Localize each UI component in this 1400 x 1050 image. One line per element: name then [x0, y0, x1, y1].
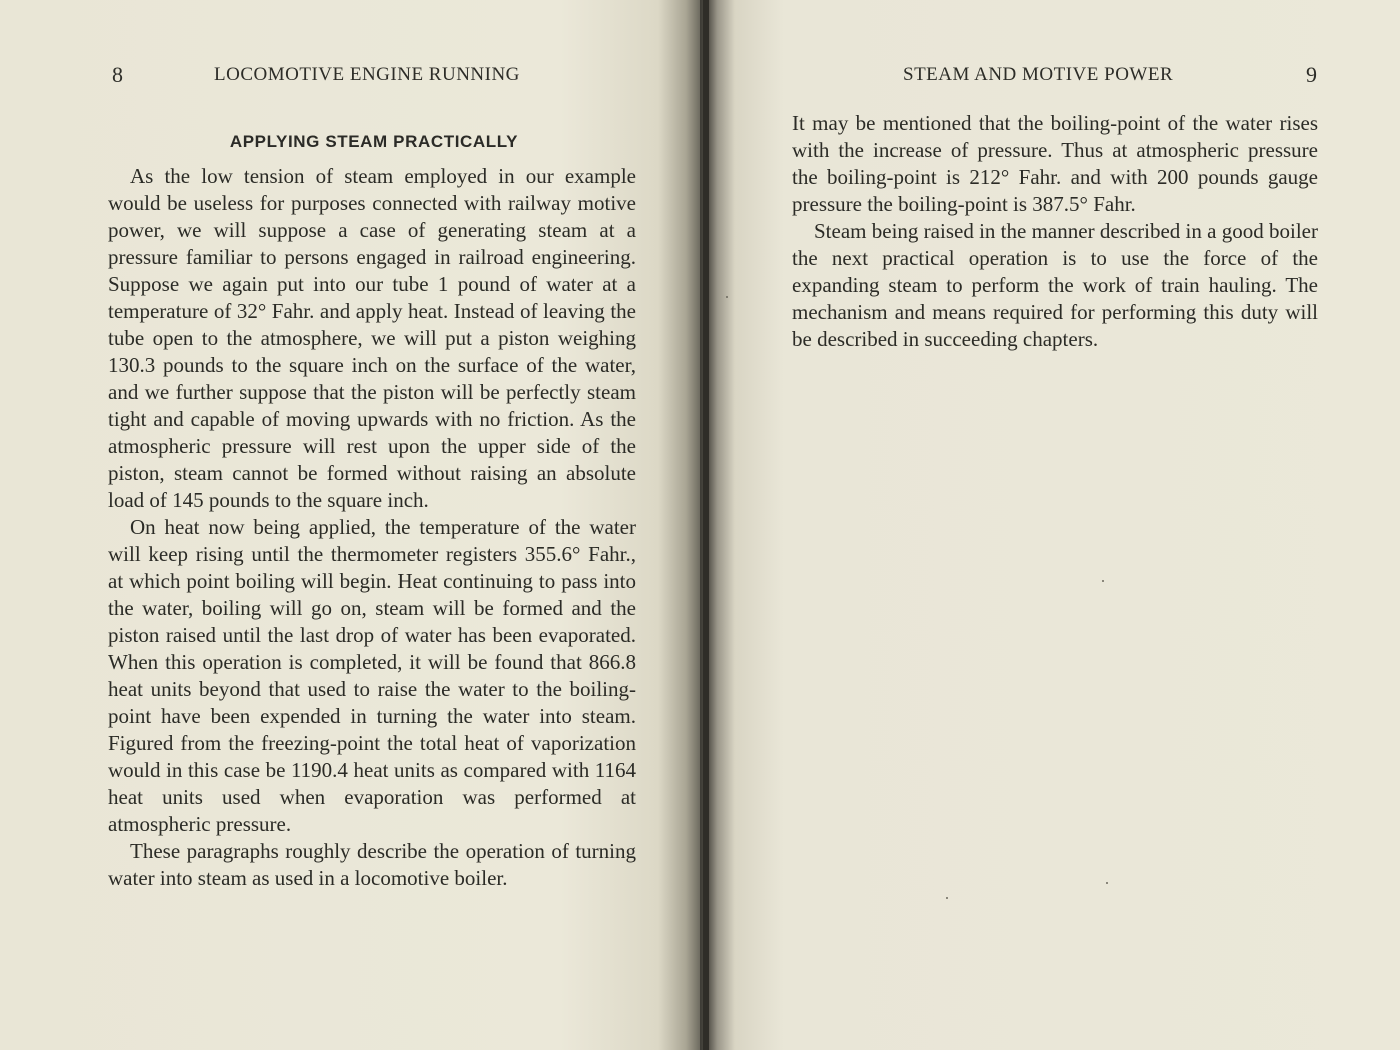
- paragraph: As the low tension of steam employed in our example would be useless for purposes connected with railway motive power, we will suppose a case of generating steam at a pressure familiar to persons engaged in railroad engineering. Suppose we again put into our tube 1 pound of water at a temperature of 32° Fahr. and apply heat. Instead of leaving the tube open to the atmosphere, we will put a piston weighing 130.3 pounds to the square inch on the surface of the water, and we further suppose that the piston will be perfectly steam tight and capable of moving upwards with no friction. As the atmospheric pressure will rest upon the upper side of the piston, steam cannot be formed without raising an absolute load of 145 pounds to the square inch.: [108, 164, 636, 512]
- paper-speck: [946, 897, 948, 899]
- right-page: [700, 0, 1400, 1050]
- book-gutter: [703, 0, 709, 1050]
- paper-speck: [726, 296, 728, 298]
- running-head-right: STEAM AND MOTIVE POWER: [903, 64, 1174, 85]
- paragraph: Steam being raised in the manner described in a good boiler the next practical operation is to use the force of the expanding steam to perform the work of train hauling. The mechanism and means required for performing this duty will be described in succeeding chapters.: [792, 219, 1318, 351]
- paper-speck: [1102, 580, 1104, 582]
- page-number-left: 8: [112, 62, 123, 87]
- right-text-block: [792, 110, 1318, 353]
- page-number-right: 9: [1306, 62, 1317, 87]
- paragraph: On heat now being applied, the temperature of the water will keep rising until the thermometer registers 355.6° Fahr., at which point boiling will begin. Heat continuing to pass into the water, boiling will go on, steam will be formed and the piston raised until the last drop of water has been evaporated. When this operation is completed, it will be found that 866.8 heat units beyond that used to raise the water to the boiling-point have been expended in turning the water into steam. Figured from the freezing-point the total heat of vaporization would in this case be 1190.4 heat units as compared with 1164 heat units used when evaporation was performed at atmospheric pressure.: [108, 515, 636, 836]
- section-heading: APPLYING STEAM PRACTICALLY: [229, 132, 519, 151]
- left-text-block: [108, 163, 636, 892]
- paper-speck: [1106, 882, 1108, 884]
- paragraph: It may be mentioned that the boiling-point of the water rises with the increase of pressure. Thus at atmospheric pressure the boiling-point is 212° Fahr. and with 200 pounds gauge pressure the boiling-point is 387.5° Fahr.: [792, 111, 1318, 216]
- running-head-left: LOCOMOTIVE ENGINE RUNNING: [214, 64, 520, 85]
- paragraph: These paragraphs roughly describe the operation of turning water into steam as used in a locomotive boiler.: [108, 839, 636, 890]
